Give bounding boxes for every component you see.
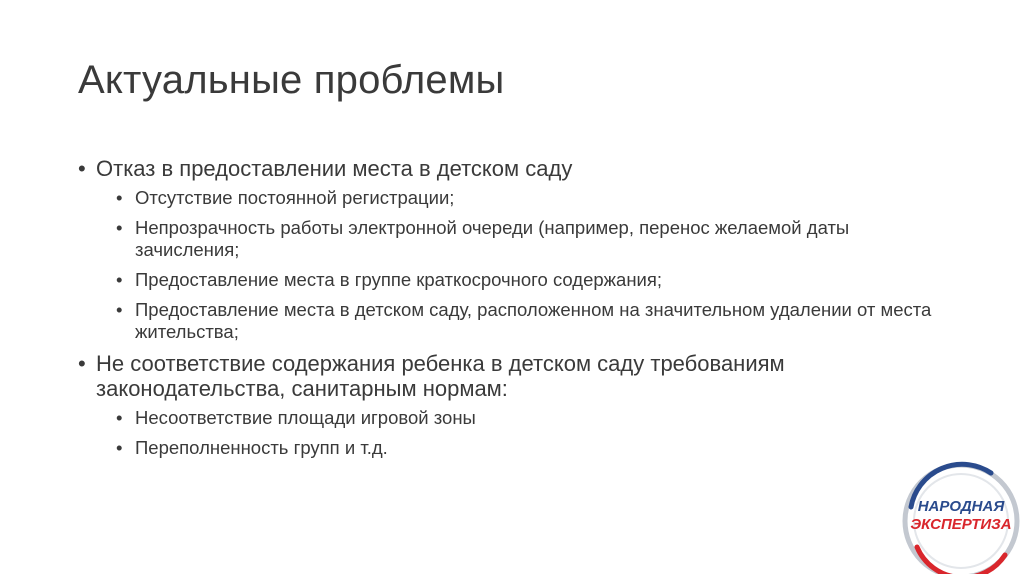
sub-bullet-list	[96, 407, 958, 459]
sub-bullet-list	[96, 187, 958, 343]
bullet-text: Отказ в предоставлении места в детском саду	[96, 156, 573, 181]
sub-bullet-item: • Отсутствие постоянной регистрации;	[116, 187, 958, 209]
sub-bullet-item: • Предоставление места в детском саду, расположенном на значительном удалении от места жительства;	[116, 299, 958, 343]
sub-bullet-item: • Переполненность групп и т.д.	[116, 437, 958, 459]
narodnaya-ekspertiza-logo	[895, 455, 1024, 574]
sub-bullet-item: • Непрозрачность работы электронной очереди (например, перенос желаемой даты зачисления;	[116, 217, 958, 261]
bullet-item	[78, 351, 958, 459]
slide-content	[78, 156, 958, 467]
sub-bullet-item: • Предоставление места в группе краткосрочного содержания;	[116, 269, 958, 291]
logo-line1: НАРОДНАЯ	[917, 498, 1005, 515]
slide-title: Актуальные проблемы	[78, 58, 505, 102]
sub-bullet-item: • Несоответствие площади игровой зоны	[116, 407, 958, 429]
bullet-text: Не соответствие содержания ребенка в детском саду требованиям законодательства, санитарным нормам:	[96, 351, 785, 401]
logo-line2: ЭКСПЕРТИЗА	[910, 516, 1012, 533]
bullet-list	[78, 156, 958, 459]
bullet-item	[78, 156, 958, 343]
